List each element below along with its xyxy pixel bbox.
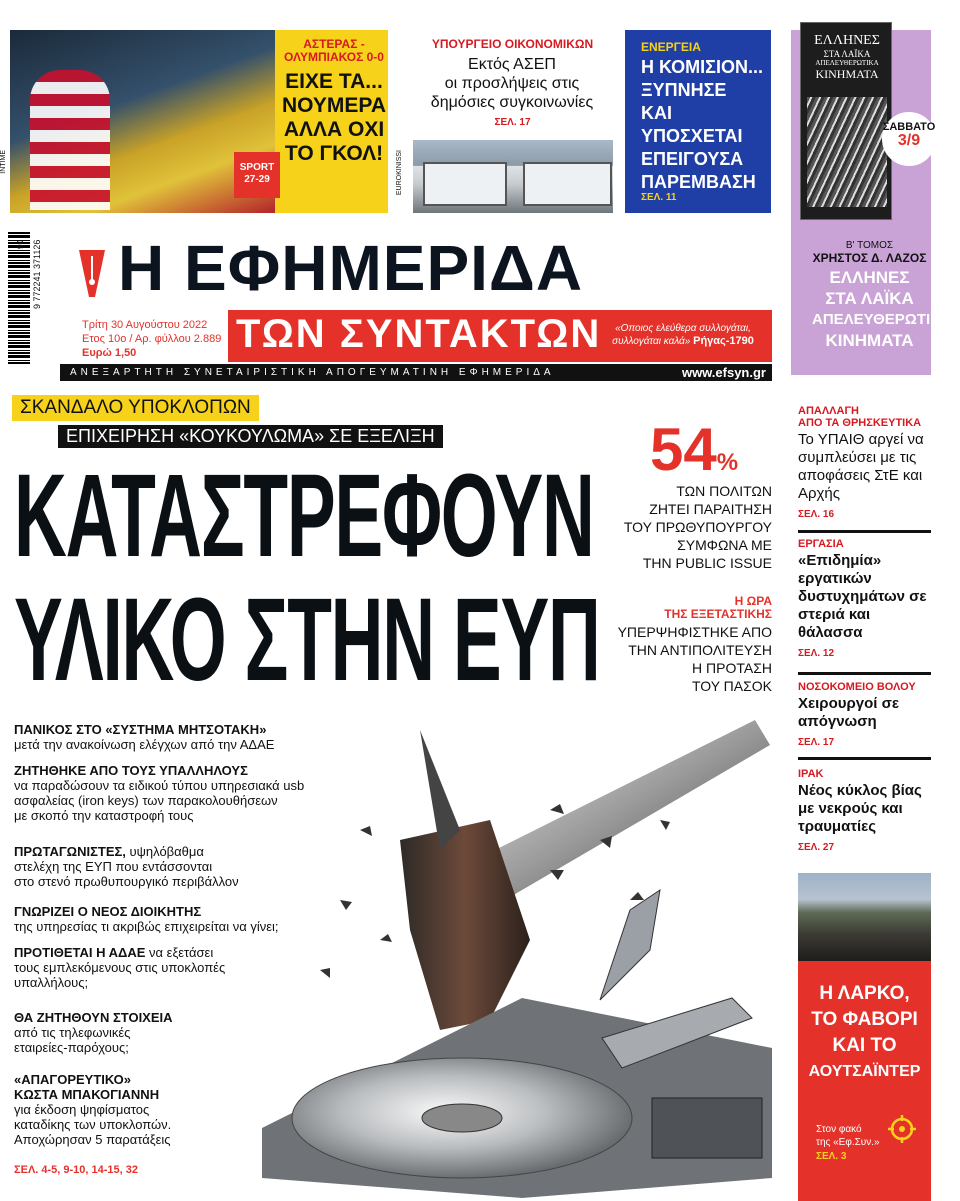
- inquiry-line: ΤΗΝ ΑΝΤΙΠΟΛΙΤΕΥΣΗ: [628, 642, 772, 658]
- poll-unit: %: [716, 449, 739, 476]
- main-subkicker: ΕΠΙΧΕΙΡΗΣΗ «ΚΟΥΚΟΥΛΩΜΑ» ΣΕ ΕΞΕΛΙΞΗ: [58, 425, 443, 448]
- point-line: με σκοπό την καταστροφή τους: [14, 808, 194, 823]
- teaser-energy-head: ΕΝΕΡΓΕΙΑ: [641, 40, 701, 54]
- point-line: της υπηρεσίας τι ακριβώς επιχειρείται να γίνει;: [14, 919, 279, 934]
- teaser-energy[interactable]: [625, 30, 771, 213]
- target-icon: [886, 1113, 918, 1145]
- teaser-sport-line: ΕΙΧΕ ΤΑ...: [285, 70, 383, 93]
- point-lead: ΠΡΟΤΙΘΕΤΑΙ Η ΑΔΑΕ: [14, 945, 146, 960]
- side-head-line: ΑΠΑΛΛΑΓΗ: [798, 405, 860, 417]
- book-cover-art: [807, 97, 887, 207]
- side-story-head: [798, 405, 933, 429]
- poll-value: 54: [650, 416, 717, 483]
- inquiry-text: [618, 623, 772, 695]
- teaser-energy-line: ΚΑΙ ΥΠΟΣΧΕΤΑΙ: [641, 103, 743, 146]
- story-point: [14, 904, 404, 934]
- inquiry-head-line: Η ΩΡΑ: [734, 594, 772, 608]
- poll-line: ΤΟΥ ΠΡΩΘΥΠΟΥΡΓΟΥ: [623, 519, 772, 535]
- book-title: [812, 267, 952, 351]
- point-lead: ΘΑ ΖΗΤΗΘΟΥΝ ΣΤΟΙΧΕΙΑ: [14, 1010, 173, 1025]
- point-line: ασφαλείας (iron keys) των παρακολουθήσεων: [14, 793, 278, 808]
- larko-title: [798, 981, 931, 1085]
- poll-line: ΣΥΜΦΩΝΑ ΜΕ: [677, 537, 772, 553]
- larko-photo: [798, 873, 931, 961]
- point-line: στελέχη της ΕΥΠ που εντάσσονται: [14, 859, 213, 874]
- headline-line: ΚΑΤΑΣΤΡΕΦΟΥΝ: [14, 450, 594, 582]
- larko-title-line: Η ΛΑΡΚΟ,: [819, 983, 910, 1004]
- larko-note-line: της «Εφ.Συν.»: [816, 1137, 880, 1148]
- side-story-head: ΕΡΓΑΣΙΑ: [798, 538, 844, 550]
- story-point: [14, 945, 404, 990]
- inquiry-head: [664, 595, 772, 621]
- point-line: τους εμπλεκόμενους στις υποκλοπές: [14, 960, 226, 975]
- quote-line-2: συλλογάται καλά»: [612, 336, 691, 347]
- side-story-body: «Επιδημία» εργατικών δυστυχημάτων σε στεριά και θάλασσα: [798, 552, 927, 641]
- issue-price: Ευρώ 1,50: [82, 347, 137, 359]
- story-point: [14, 763, 404, 823]
- point-line: για έκδοση ψηφίσματος: [14, 1102, 150, 1117]
- sport-badge: SPORT 27-29: [234, 152, 280, 198]
- cover-line: ΕΛΛΗΝΕΣ: [814, 33, 880, 48]
- side-story-head: ΝΟΣΟΚΟΜΕΙΟ ΒΟΛΟΥ: [798, 681, 916, 693]
- masthead-quote: [598, 322, 768, 348]
- strapline: ΑΝΕΞΑΡΤΗΤΗ ΣΥΝΕΤΑΙΡΙΣΤΙΚΗ ΑΠΟΓΕΥΜΑΤΙΝΗ ΕΦΗΜΕΡΙΔΑ: [70, 367, 555, 378]
- divider: [798, 530, 931, 533]
- larko-title-line: ΚΑΙ ΤΟ: [832, 1035, 897, 1056]
- poll-line: ΖΗΤΕΙ ΠΑΡΑΙΤΗΣΗ: [649, 501, 772, 517]
- teaser-energy-line: ΞΥΠΝΗΣΕ: [641, 80, 727, 100]
- point-line: μετά την ανακοίνωση ελέγχων από την ΑΔΑΕ: [14, 737, 275, 752]
- book-date-badge: [882, 112, 936, 166]
- side-head-line: ΑΠΟ ΤΑ ΘΡΗΣΚΕΥΤΙΚΑ: [798, 417, 922, 429]
- point-lead: ΓΝΩΡΙΖΕΙ Ο ΝΕΟΣ ΔΙΟΙΚΗΤΗΣ: [14, 904, 202, 919]
- barcode: [8, 232, 30, 364]
- teaser-energy-page: ΣΕΛ. 11: [641, 192, 677, 203]
- side-story-body: Το ΥΠΑΙΘ αργεί να συμπλεύσει με τις αποφάσεις ΣτΕ και Αρχής: [798, 431, 924, 502]
- quote-author: Ρήγας-1790: [693, 335, 754, 347]
- cover-line: ΑΠΕΛΕΥΘΕΡΩΤΙΚΑ: [815, 59, 879, 67]
- site-url-link[interactable]: www.efsyn.gr: [681, 365, 766, 380]
- book-title-line: ΑΠΕΛΕΥΘΕΡΩΤΙΚΑ: [812, 311, 952, 328]
- teaser-energy-line: ΠΑΡΕΜΒΑΣΗ: [641, 172, 756, 192]
- main-headline[interactable]: [14, 450, 634, 706]
- book-title-line: ΣΤΑ ΛΑΪΚΑ: [825, 289, 914, 308]
- point-line: να παραδώσουν τα ειδικού τύπου υπηρεσιακά usb: [14, 778, 305, 793]
- side-story-page: ΣΕΛ. 16: [798, 509, 835, 520]
- teaser-economy-line: δημόσιες συγκοινωνίες: [430, 94, 594, 111]
- point-line: Αποχώρησαν 5 παρατάξεις: [14, 1132, 171, 1147]
- inquiry-line: ΥΠΕΡΨΗΦΙΣΤΗΚΕ ΑΠΟ: [617, 624, 772, 640]
- story-pages: ΣΕΛ. 4-5, 9-10, 14-15, 32: [14, 1164, 139, 1176]
- barcode-code: 36: [15, 240, 24, 249]
- cover-line: ΣΤΑ ΛΑΪΚΑ: [823, 49, 871, 59]
- barcode-number: 9 772241 371126: [32, 240, 42, 310]
- teaser-sport[interactable]: [10, 30, 388, 213]
- side-story-hospital[interactable]: [798, 681, 933, 748]
- masthead-subtitle: ΤΩΝ ΣΥΝΤΑΚΤΩΝ: [236, 312, 602, 356]
- point-lead: ΠΡΩΤΑΓΩΝΙΣΤΕΣ,: [14, 844, 126, 859]
- book-cover: [800, 22, 892, 220]
- side-story-iraq[interactable]: [798, 768, 933, 853]
- book-info: [812, 240, 952, 351]
- pen-nib-icon: [75, 242, 109, 302]
- side-story-head: ΙΡΑΚ: [798, 768, 824, 780]
- cover-line: ΚΙΝΗΜΑΤΑ: [815, 67, 879, 81]
- poll-line: ΤΗΝ PUBLIC ISSUE: [642, 555, 772, 571]
- teaser-economy-page: ΣΕΛ. 17: [494, 117, 531, 128]
- book-volume: Β' ΤΟΜΟΣ: [845, 240, 894, 251]
- teaser-economy-title: [413, 55, 611, 112]
- issue-date: Τρίτη 30 Αυγούστου 2022: [82, 319, 208, 331]
- point-line: υπαλλήλους;: [14, 975, 89, 990]
- headline-line: ΥΛΙΚΟ ΣΤΗΝ ΕΥΠ: [14, 574, 600, 706]
- point-line: στο στενό πρωθυπουργικό περιβάλλον: [14, 874, 239, 889]
- inquiry-line: Η ΠΡΟΤΑΣΗ: [692, 660, 772, 676]
- teaser-economy[interactable]: [405, 30, 612, 213]
- issue-info: [82, 318, 232, 360]
- quote-line: «Οποιος ελεύθερα συλλογάται,: [615, 323, 751, 334]
- point-inline: υψηλόβαθμα: [125, 844, 204, 859]
- bus-photo: [413, 140, 613, 213]
- book-title-line: ΕΛΛΗΝΕΣ: [829, 268, 910, 287]
- teaser-sport-line: ΝΟΥΜΕΡΑ: [281, 94, 387, 117]
- main-kicker: ΣΚΑΝΔΑΛΟ ΥΠΟΚΛΟΠΩΝ: [12, 395, 259, 421]
- masthead-logo[interactable]: Η ΕΦΗΜΕΡΙΔΑ: [118, 232, 584, 304]
- larko-page: ΣΕΛ. 3: [816, 1151, 847, 1162]
- point-lead: ΚΩΣΤΑ ΜΠΑΚΟΓΙΑΝΝΗ: [14, 1087, 160, 1102]
- point-lead: ΠΑΝΙΚΟΣ ΣΤΟ «ΣΥΣΤΗΜΑ ΜΗΤΣΟΤΑΚΗ»: [14, 722, 267, 737]
- point-line: καταδίκης των υποκλοπών.: [14, 1117, 172, 1132]
- side-story-page: ΣΕΛ. 17: [798, 737, 835, 748]
- teaser-sport-title: [280, 70, 388, 166]
- story-point: [14, 1072, 404, 1147]
- side-story-page: ΣΕΛ. 27: [798, 842, 835, 853]
- inquiry-head-line: ΤΗΣ ΕΞΕΤΑΣΤΙΚΗΣ: [664, 607, 772, 621]
- teaser-economy-line: Εκτός ΑΣΕΠ: [468, 56, 556, 73]
- teaser-energy-line: Η ΚΟΜΙΣΙΟΝ...: [641, 57, 763, 77]
- point-inline: να εξετάσει: [145, 945, 214, 960]
- teaser-economy-line: οι προσλήψεις στις: [444, 75, 580, 92]
- issue-number: Ετος 10ο / Αρ. φύλλου 2.889: [82, 333, 222, 345]
- divider: [798, 672, 931, 675]
- book-day: ΣΑΒΒΑΤΟ: [882, 121, 936, 133]
- book-title-line: ΚΙΝΗΜΑΤΑ: [825, 331, 914, 350]
- point-line: από τις τηλεφωνικές: [14, 1025, 131, 1040]
- story-point: [14, 722, 404, 752]
- side-story-body: Νέος κύκλος βίας με νεκρούς και τραυματίες: [798, 782, 922, 835]
- poll-text: [624, 482, 772, 572]
- teaser-energy-title: [641, 56, 769, 194]
- teaser-sport-line: ΑΛΛΑ ΟΧΙ: [283, 118, 385, 141]
- point-lead: ΖΗΤΗΘΗΚΕ ΑΠΟ ΤΟΥΣ ΥΠΑΛΛΗΛΟΥΣ: [14, 763, 248, 778]
- book-cover-title: [801, 33, 893, 82]
- teaser-energy-line: ΕΠΕΙΓΟΥΣΑ: [641, 149, 744, 169]
- inquiry-line: ΤΟΥ ΠΑΣΟΚ: [691, 678, 772, 694]
- story-point: [14, 1010, 404, 1055]
- poll-line: ΤΩΝ ΠΟΛΙΤΩΝ: [676, 483, 772, 499]
- photo-credit: EUROKINISSI: [396, 150, 403, 196]
- side-story-body: Χειρουργοί σε απόγνωση: [798, 695, 899, 730]
- strapline-bar: [60, 364, 772, 381]
- story-point: [14, 844, 404, 889]
- teaser-sport-head: ΑΣΤΕΡΑΣ - ΟΛΥΜΠΙΑΚΟΣ 0-0: [284, 37, 384, 64]
- larko-title-line: ΑΟΥΤΣΑΪΝΤΕΡ: [808, 1063, 921, 1080]
- book-date: 3/9: [897, 132, 921, 149]
- larko-note-line: Στον φακό: [816, 1124, 862, 1135]
- photo-credit: INTIME: [0, 150, 7, 174]
- book-author: ΧΡΗΣΤΟΣ Δ. ΛΑΖΟΣ: [812, 251, 927, 265]
- divider: [798, 757, 931, 760]
- quote-line: [598, 335, 768, 348]
- teaser-economy-head: ΥΠΟΥΡΓΕΙΟ ΟΙΚΟΝΟΜΙΚΩΝ: [431, 37, 594, 51]
- side-story-page: ΣΕΛ. 12: [798, 648, 835, 659]
- point-lead: «ΑΠΑΓΟΡΕΥΤΙΚΟ»: [14, 1072, 132, 1087]
- point-line: εταιρείες-παρόχους;: [14, 1040, 129, 1055]
- larko-note: [816, 1123, 880, 1149]
- larko-story[interactable]: [798, 961, 931, 1201]
- side-story-religion[interactable]: [798, 405, 933, 520]
- teaser-sport-line: ΤΟ ΓΚΟΛ!: [284, 142, 384, 165]
- side-story-labor[interactable]: [798, 538, 933, 659]
- larko-title-line: ΤΟ ΦΑΒΟΡΙ: [811, 1009, 918, 1030]
